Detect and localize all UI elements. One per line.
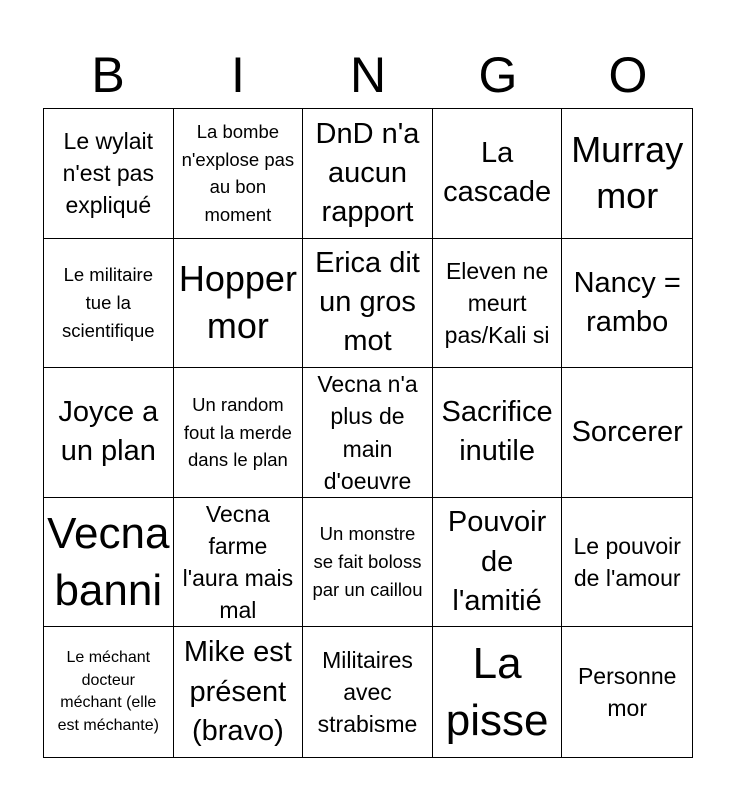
- bingo-cell-label: Hopper mor: [178, 258, 297, 346]
- bingo-cell-label: Nancy = rambo: [573, 266, 681, 338]
- bingo-cell-r3-c2[interactable]: [174, 368, 304, 498]
- bingo-cell-label: Un monstre se fait boloss par un caillou: [312, 523, 423, 600]
- header-letter-b: B: [91, 47, 125, 103]
- header-letter-g: G: [478, 47, 518, 103]
- bingo-cell-r2-c5[interactable]: [562, 239, 692, 369]
- bingo-cell-r5-c5[interactable]: [562, 627, 692, 757]
- bingo-cell-label: DnD n'a aucun rapport: [315, 117, 420, 228]
- bingo-cell-r3-c3[interactable]: [303, 368, 433, 498]
- bingo-cell-r1-c4[interactable]: [433, 109, 563, 239]
- bingo-cell-label: Personne mor: [577, 663, 677, 722]
- bingo-cell-label: Militaires avec strabisme: [317, 646, 418, 738]
- bingo-cell-r4-c1[interactable]: [44, 498, 174, 628]
- bingo-cell-r3-c5[interactable]: [562, 368, 692, 498]
- bingo-cell-label: Sacrifice inutile: [441, 396, 553, 468]
- bingo-cell-r5-c3[interactable]: [303, 627, 433, 757]
- bingo-cell-label: Vecna farme l'aura mais mal: [182, 500, 294, 624]
- bingo-cell-label: Le militaire tue la scientifique: [62, 264, 155, 341]
- bingo-cell-label: Vecna banni: [47, 508, 170, 616]
- bingo-cell-label: Eleven ne meurt pas/Kali si: [444, 257, 550, 348]
- bingo-cell-label: Mike est présent (bravo): [183, 636, 292, 747]
- bingo-cell-r2-c3[interactable]: [303, 239, 433, 369]
- bingo-cell-label: Sorcerer: [571, 415, 683, 448]
- bingo-cell-r5-c4[interactable]: [433, 627, 563, 757]
- bingo-cell-r3-c4[interactable]: [433, 368, 563, 498]
- bingo-cell-label: Joyce a un plan: [58, 396, 159, 468]
- bingo-cell-r4-c3[interactable]: [303, 498, 433, 628]
- bingo-cell-r2-c1[interactable]: [44, 239, 174, 369]
- bingo-cell-label: Le wylait n'est pas expliqué: [62, 128, 154, 219]
- bingo-cell-r2-c2[interactable]: [174, 239, 304, 369]
- bingo-cell-r1-c5[interactable]: [562, 109, 692, 239]
- bingo-cell-label: Pouvoir de l'amitié: [447, 506, 547, 617]
- bingo-cell-r4-c4[interactable]: [433, 498, 563, 628]
- bingo-cell-label: Le pouvoir de l'amour: [573, 532, 681, 592]
- bingo-cell-r1-c2[interactable]: [174, 109, 304, 239]
- bingo-cell-r5-c2[interactable]: [174, 627, 304, 757]
- bingo-cell-label: Un random fout la merde dans le plan: [183, 393, 292, 471]
- bingo-board: [43, 108, 693, 758]
- bingo-cell-label: Erica dit un gros mot: [315, 247, 420, 358]
- bingo-cell-r1-c3[interactable]: [303, 109, 433, 239]
- bingo-cell-r4-c5[interactable]: [562, 498, 692, 628]
- bingo-cell-label: La pisse: [445, 639, 549, 746]
- header-letter-i: I: [231, 47, 245, 103]
- bingo-cell-r5-c1[interactable]: [44, 627, 174, 757]
- bingo-cell-label: Murray mor: [571, 128, 684, 217]
- bingo-cell-r3-c1[interactable]: [44, 368, 174, 498]
- bingo-cell-label: La cascade: [443, 137, 552, 209]
- bingo-cell-label: Le méchant docteur méchant (elle est méchante): [57, 649, 159, 734]
- bingo-cell-r4-c2[interactable]: [174, 498, 304, 628]
- bingo-header: [43, 42, 693, 108]
- bingo-cell-r2-c4[interactable]: [433, 239, 563, 369]
- header-letter-o: O: [608, 47, 648, 103]
- header-letter-n: N: [349, 47, 387, 103]
- bingo-cell-label: La bombe n'explose pas au bon moment: [181, 120, 295, 226]
- bingo-cell-r1-c1[interactable]: [44, 109, 174, 239]
- bingo-cell-label: Vecna n'a plus de main d'oeuvre: [317, 371, 418, 494]
